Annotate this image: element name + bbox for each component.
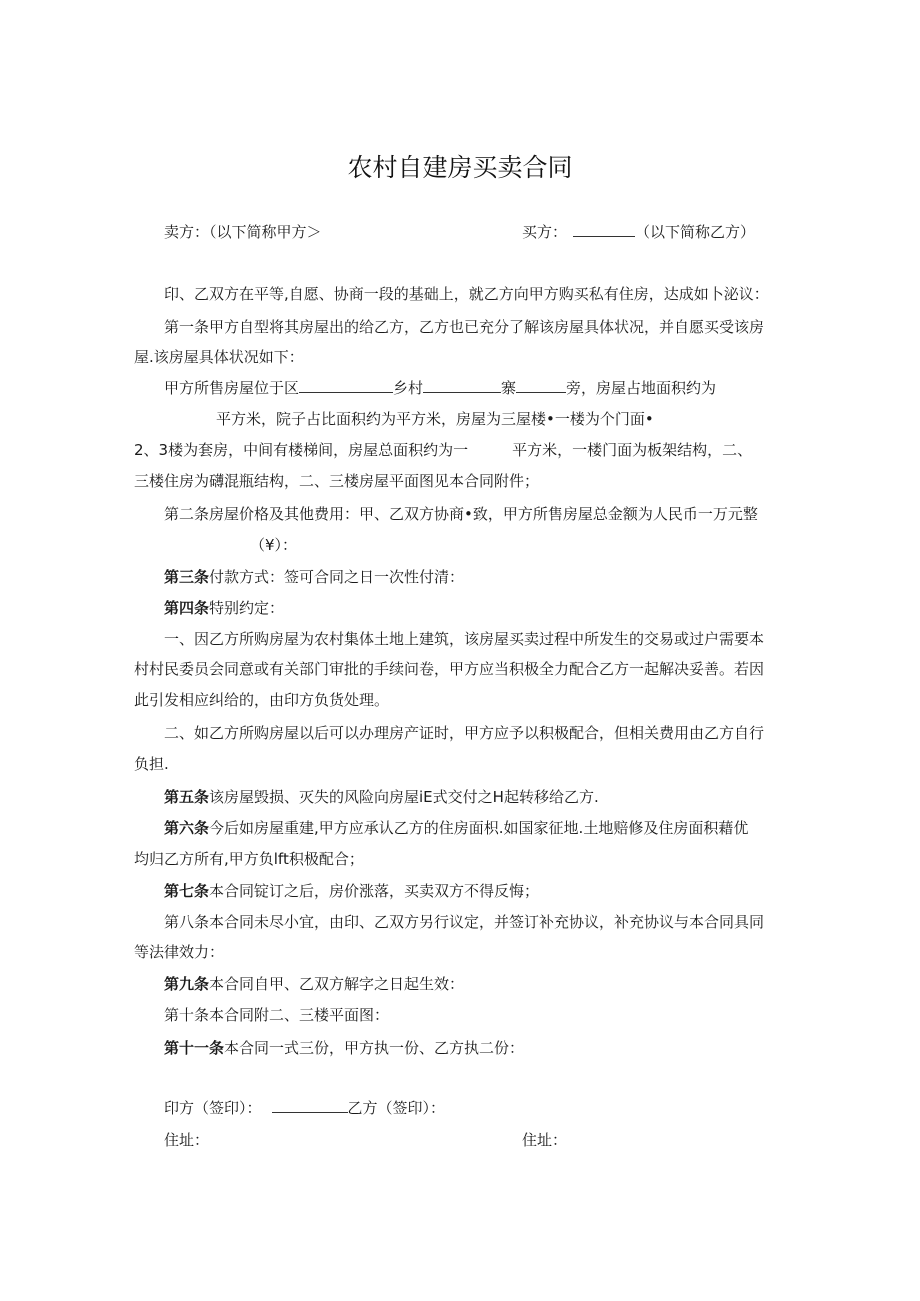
article-1-line-2: 屋.该房屋具体状况如下： xyxy=(134,348,304,366)
floors-b: 平方米，一楼门面为板架结构，二、 xyxy=(512,441,753,459)
party-a-signature-blank xyxy=(272,1098,348,1113)
article-9 xyxy=(164,974,464,994)
article-8-line-1: 第八条本合同未尽小宜，由印、乙双方另行议定，并签订补充协议，补充协议与本合同具同 xyxy=(164,913,765,931)
buyer-line xyxy=(522,222,755,242)
signature-line xyxy=(164,1098,445,1118)
article-6-text: 今后如房屋重建,甲方应承认乙方的住房面枳.如国家征地.土地赔修及住房面积藉优 xyxy=(209,819,749,837)
district-blank xyxy=(299,378,393,393)
location-village: 乡村 xyxy=(393,379,424,397)
article-8-line-2: 等法律效力： xyxy=(134,943,225,961)
article-6 xyxy=(164,818,748,838)
location-stockade: 寨 xyxy=(501,379,517,397)
seller-label: 卖方：（以下简称甲方＞ xyxy=(164,223,322,241)
clause-1-line-3: 此引发相应纠给的，由印方负货处理。 xyxy=(134,691,390,709)
clause-1-line-1: 一、因乙方所购房屋为农村集体土地上建筑，该房屋买卖过程中所发生的交易或过户需要本 xyxy=(164,630,765,648)
article-11 xyxy=(164,1038,524,1058)
article-2-line-2: （¥）： xyxy=(250,536,298,554)
article-5 xyxy=(164,787,599,807)
party-a-signature-label: 印方（签印）： xyxy=(164,1099,262,1117)
party-a-address-label: 住址： xyxy=(164,1131,210,1149)
article-3-label: 第三条 xyxy=(164,568,210,586)
location-tail: 旁，房屋占地面积约为 xyxy=(566,379,717,397)
article-2-line-1: 第二条房屋价格及其他费用：甲、乙双方协商•致，甲方所售房屋总金额为人民币一万元整 xyxy=(164,505,758,523)
party-b-address-label: 住址： xyxy=(522,1131,568,1149)
location-district: 甲方所售房屋位于区 xyxy=(164,379,300,397)
article-4-label: 第四条 xyxy=(164,599,210,617)
article-4 xyxy=(164,598,284,618)
article-7 xyxy=(164,881,539,901)
article-3 xyxy=(164,567,464,587)
stockade-blank xyxy=(516,378,566,393)
article-5-label: 第五条 xyxy=(164,788,210,806)
document-title: 农村自建房买卖合同 xyxy=(347,153,573,182)
buyer-label: 买方： xyxy=(522,223,568,241)
article-10: 第十条本合同附二、三楼平面图： xyxy=(164,1006,390,1024)
article-7-label: 第七条 xyxy=(164,882,210,900)
article-9-label: 第九条 xyxy=(164,975,210,993)
buyer-suffix: （以下简称乙方） xyxy=(635,223,756,241)
article-9-text: 本合同自甲、乙双方解字之日起生效： xyxy=(209,975,465,993)
buyer-name-blank xyxy=(573,222,635,237)
clause-2-line-2: 负担. xyxy=(134,755,169,773)
article-1-line-1: 第一条甲方自型将其房屋出的给乙方，乙方也已充分了解该房屋具体状况，并自愿买受该房 xyxy=(164,318,765,336)
floors-a: 2、3楼为套房，中间有楼梯间，房屋总面积约为一 xyxy=(134,441,469,459)
article-4-text: 特别约定： xyxy=(209,599,285,617)
area-line: 平方米，院子占比面积约为平方米，房屋为三屋楼•一楼为个门面• xyxy=(216,410,654,428)
village-blank xyxy=(423,378,501,393)
article-6-label: 第六条 xyxy=(164,819,210,837)
article-5-text: 该房屋毁损、灭失的风险向房屋iE式交付之H起转移给乙方. xyxy=(209,788,599,806)
preamble: 印、乙双方在平等,自愿、协商一段的基础上，就乙方向甲方购买私有住房，达成如卜泌议： xyxy=(164,285,769,303)
structure-line: 三楼住房为礴混瓶结构，二、三楼房屋平面图见本合同附件； xyxy=(134,472,540,490)
location-line xyxy=(164,378,716,398)
floors-line xyxy=(134,440,752,460)
clause-2-line-1: 二、如乙方所购房屋以后可以办理房产证时，甲方应予以积极配合，但相关费用由乙方自行 xyxy=(164,724,765,742)
clause-1-line-2: 村村民委员会同意或有关部门审批的手续问卷，甲方应当积极全力配合乙方一起解决妥善。若因 xyxy=(134,660,765,678)
article-6-line-2: 均归乙方所有,甲方负lft积极配合； xyxy=(134,850,364,868)
article-11-text: 本合同一式三份，甲方执一份、乙方执二份： xyxy=(224,1039,525,1057)
party-b-signature-label: 乙方（签印）： xyxy=(347,1099,446,1117)
article-3-text: 付款方式：签可合同之日一次性付清： xyxy=(209,568,465,586)
article-7-text: 本合同锭订之后，房价涨落，买卖双方不得反悔； xyxy=(209,882,540,900)
article-11-label: 第十一条 xyxy=(164,1039,225,1057)
